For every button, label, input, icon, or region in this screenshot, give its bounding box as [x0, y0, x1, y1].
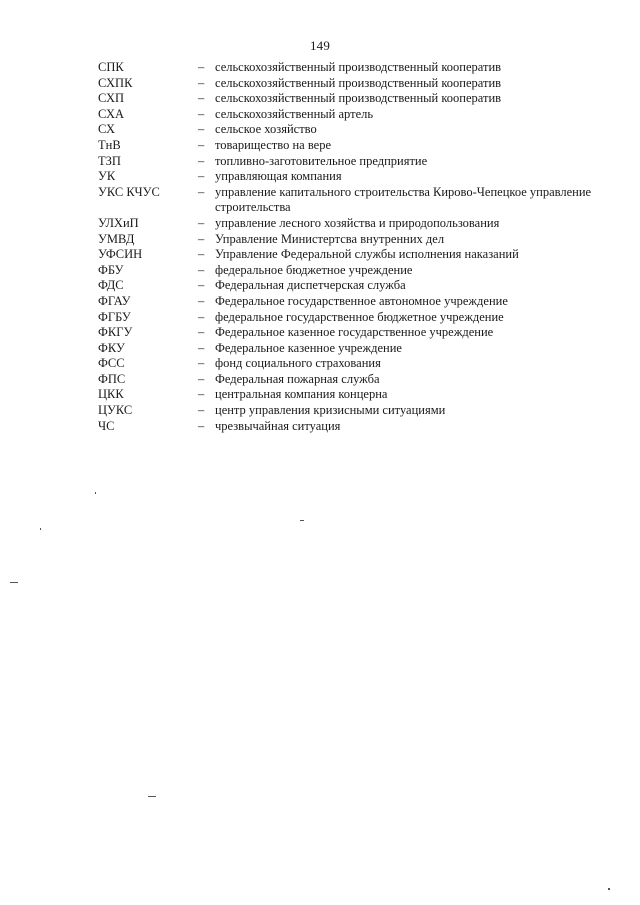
abbreviation-definition: топливно-заготовительное предприятие — [215, 153, 428, 168]
abbreviation-definition: Федеральное государственное автономное учреждение — [215, 293, 508, 308]
abbreviation-term: УКС КЧУС — [98, 184, 160, 199]
abbreviation-term: СХП — [98, 91, 125, 106]
abbreviation-term: ФПС — [98, 371, 126, 386]
abbreviation-dash: – — [198, 75, 205, 90]
abbreviation-term: ЦУКС — [98, 403, 133, 418]
abbreviation-definition: Федеральное казенное государственное учреждение — [215, 325, 494, 340]
abbreviation-dash: – — [198, 231, 205, 246]
abbreviation-row — [98, 403, 598, 419]
abbreviation-term: ФГБУ — [98, 309, 131, 324]
abbreviation-definition: Управление Федеральной службы исполнения наказаний — [215, 247, 519, 262]
abbreviation-dash: – — [198, 169, 205, 184]
abbreviation-term: СПК — [98, 60, 124, 74]
abbreviation-row — [98, 247, 598, 263]
abbreviation-definition: Федеральное казенное учреждение — [215, 340, 402, 355]
abbreviation-term: СХПК — [98, 75, 133, 90]
abbreviation-definition: сельскохозяйственный артель — [215, 106, 374, 121]
abbreviation-term: ФГАУ — [98, 293, 131, 308]
scan-speck — [608, 888, 610, 890]
abbreviation-row — [98, 263, 598, 279]
abbreviation-dash: – — [198, 309, 205, 324]
abbreviation-row — [98, 91, 598, 107]
abbreviation-row — [98, 232, 598, 248]
abbreviation-dash: – — [198, 137, 205, 152]
abbreviation-term: УЛХиП — [98, 215, 139, 230]
abbreviation-dash: – — [198, 403, 205, 418]
abbreviation-dash: – — [198, 91, 205, 106]
abbreviation-dash: – — [198, 387, 205, 402]
abbreviation-row — [98, 341, 598, 357]
abbreviation-row — [98, 387, 598, 403]
abbreviation-dash: – — [198, 153, 205, 168]
abbreviation-term: УМВД — [98, 231, 135, 246]
abbreviation-row — [98, 310, 598, 326]
abbreviation-row — [98, 76, 598, 92]
abbreviation-dash: – — [198, 262, 205, 277]
abbreviation-definition: сельскохозяйственный производственный кооператив — [215, 91, 502, 106]
abbreviation-row — [98, 169, 598, 185]
scan-speck — [10, 582, 18, 583]
abbreviation-row — [98, 278, 598, 294]
abbreviation-term: УК — [98, 169, 116, 184]
abbreviation-row — [98, 372, 598, 388]
abbreviation-term: ЦКК — [98, 387, 124, 402]
abbreviation-definition: сельское хозяйство — [215, 122, 317, 137]
abbreviation-list — [98, 60, 598, 434]
abbreviation-term: УФСИН — [98, 247, 143, 262]
abbreviation-dash: – — [198, 278, 205, 293]
scan-speck — [148, 796, 156, 797]
abbreviation-dash: – — [198, 293, 205, 308]
abbreviation-row — [98, 138, 598, 154]
abbreviation-definition: центральная компания концерна — [215, 387, 388, 402]
abbreviation-dash: – — [198, 184, 205, 199]
abbreviation-dash: – — [198, 106, 205, 121]
abbreviation-definition: центр управления кризисными ситуациями — [215, 403, 446, 418]
abbreviation-row — [98, 122, 598, 138]
abbreviation-row — [98, 419, 598, 435]
abbreviation-dash: – — [198, 247, 205, 262]
abbreviation-term: СХА — [98, 106, 125, 121]
abbreviation-definition: федеральное бюджетное учреждение — [215, 262, 413, 277]
abbreviation-row — [98, 60, 598, 76]
abbreviation-term: ЧС — [98, 418, 115, 433]
abbreviation-definition: товарищество на вере — [215, 137, 331, 152]
scan-speck — [300, 520, 304, 521]
abbreviation-definition: управление капитального строительства Кирово-Чепецкое управление строительства — [215, 184, 592, 215]
abbreviation-row — [98, 185, 598, 216]
abbreviation-definition: федеральное государственное бюджетное учреждение — [215, 309, 504, 324]
scan-speck — [40, 528, 41, 530]
abbreviation-term: СХ — [98, 122, 116, 137]
abbreviation-term: ФДС — [98, 278, 124, 293]
abbreviation-dash: – — [198, 356, 205, 371]
abbreviation-row — [98, 325, 598, 341]
abbreviation-row — [98, 294, 598, 310]
abbreviation-definition: Федеральная пожарная служба — [215, 371, 380, 386]
abbreviation-dash: – — [198, 371, 205, 386]
abbreviation-definition: сельскохозяйственный производственный кооператив — [215, 60, 502, 74]
abbreviation-dash: – — [198, 340, 205, 355]
abbreviation-dash: – — [198, 60, 205, 74]
abbreviation-definition: управление лесного хозяйства и природопользования — [215, 215, 500, 230]
abbreviation-definition: чрезвычайная ситуация — [215, 418, 341, 433]
abbreviation-definition: управляющая компания — [215, 169, 342, 184]
abbreviation-definition: Управление Министертсва внутренних дел — [215, 231, 445, 246]
abbreviation-term: ТнВ — [98, 137, 121, 152]
abbreviation-row — [98, 154, 598, 170]
abbreviation-row — [98, 107, 598, 123]
page-number: 149 — [309, 38, 331, 53]
abbreviation-dash: – — [198, 325, 205, 340]
abbreviation-term: ФСС — [98, 356, 125, 371]
abbreviation-definition: сельскохозяйственный производственный кооператив — [215, 75, 502, 90]
abbreviation-term: ТЗП — [98, 153, 121, 168]
abbreviation-term: ФКУ — [98, 340, 125, 355]
abbreviation-row — [98, 216, 598, 232]
abbreviation-term: ФБУ — [98, 262, 124, 277]
abbreviation-dash: – — [198, 215, 205, 230]
scan-speck — [95, 492, 96, 494]
abbreviation-dash: – — [198, 122, 205, 137]
abbreviation-definition: Федеральная диспетчерская служба — [215, 278, 406, 293]
abbreviation-dash: – — [198, 418, 205, 433]
abbreviation-term: ФКГУ — [98, 325, 133, 340]
abbreviation-row — [98, 356, 598, 372]
abbreviation-definition: фонд социального страхования — [215, 356, 381, 371]
